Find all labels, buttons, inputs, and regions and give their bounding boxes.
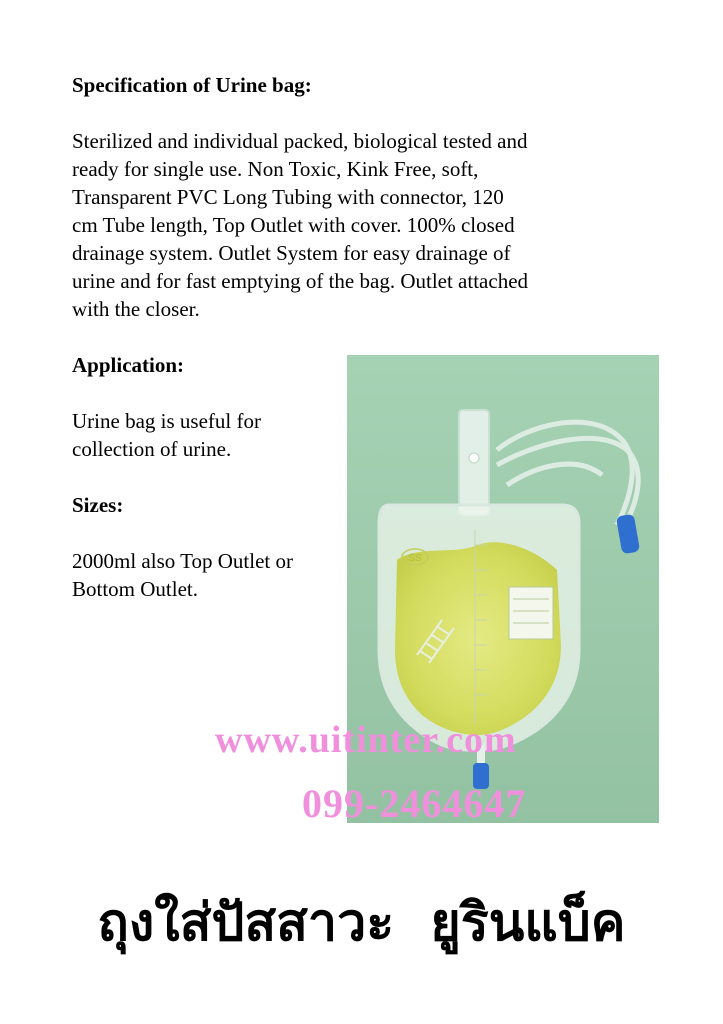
sizes-line: 2000ml also Top Outlet or: [72, 549, 293, 573]
application-line: collection of urine.: [72, 437, 232, 461]
application-paragraph: [72, 407, 261, 463]
application-heading: Application:: [72, 353, 185, 377]
sizes-line: Bottom Outlet.: [72, 577, 198, 601]
sizes-heading: Sizes:: [72, 493, 124, 517]
specification-line: with the closer.: [72, 297, 200, 321]
specification-line: Transparent PVC Long Tubing with connector, 120: [72, 185, 504, 209]
bag-label-box: [509, 587, 553, 639]
specification-line: ready for single use. Non Toxic, Kink Free, soft,: [72, 157, 479, 181]
sizes-paragraph: [72, 547, 293, 603]
watermark-phone: 099-2464647: [302, 781, 527, 826]
application-line: Urine bag is useful for: [72, 409, 261, 433]
specification-paragraph: [72, 127, 528, 323]
watermark-url: www.uitinter.com: [215, 719, 517, 761]
specification-line: drainage system. Outlet System for easy drainage of: [72, 241, 511, 265]
bag-size-marking: SS: [408, 553, 422, 564]
specification-line: Sterilized and individual packed, biological tested and: [72, 129, 528, 153]
specification-line: urine and for fast emptying of the bag. Outlet attached: [72, 269, 529, 293]
specification-heading: Specification of Urine bag:: [72, 73, 312, 97]
thai-product-title: ถุงใส่ปัสสาวะ ยูรินแบ็ค: [97, 893, 626, 953]
specification-line: cm Tube length, Top Outlet with cover. 100% closed: [72, 213, 515, 237]
